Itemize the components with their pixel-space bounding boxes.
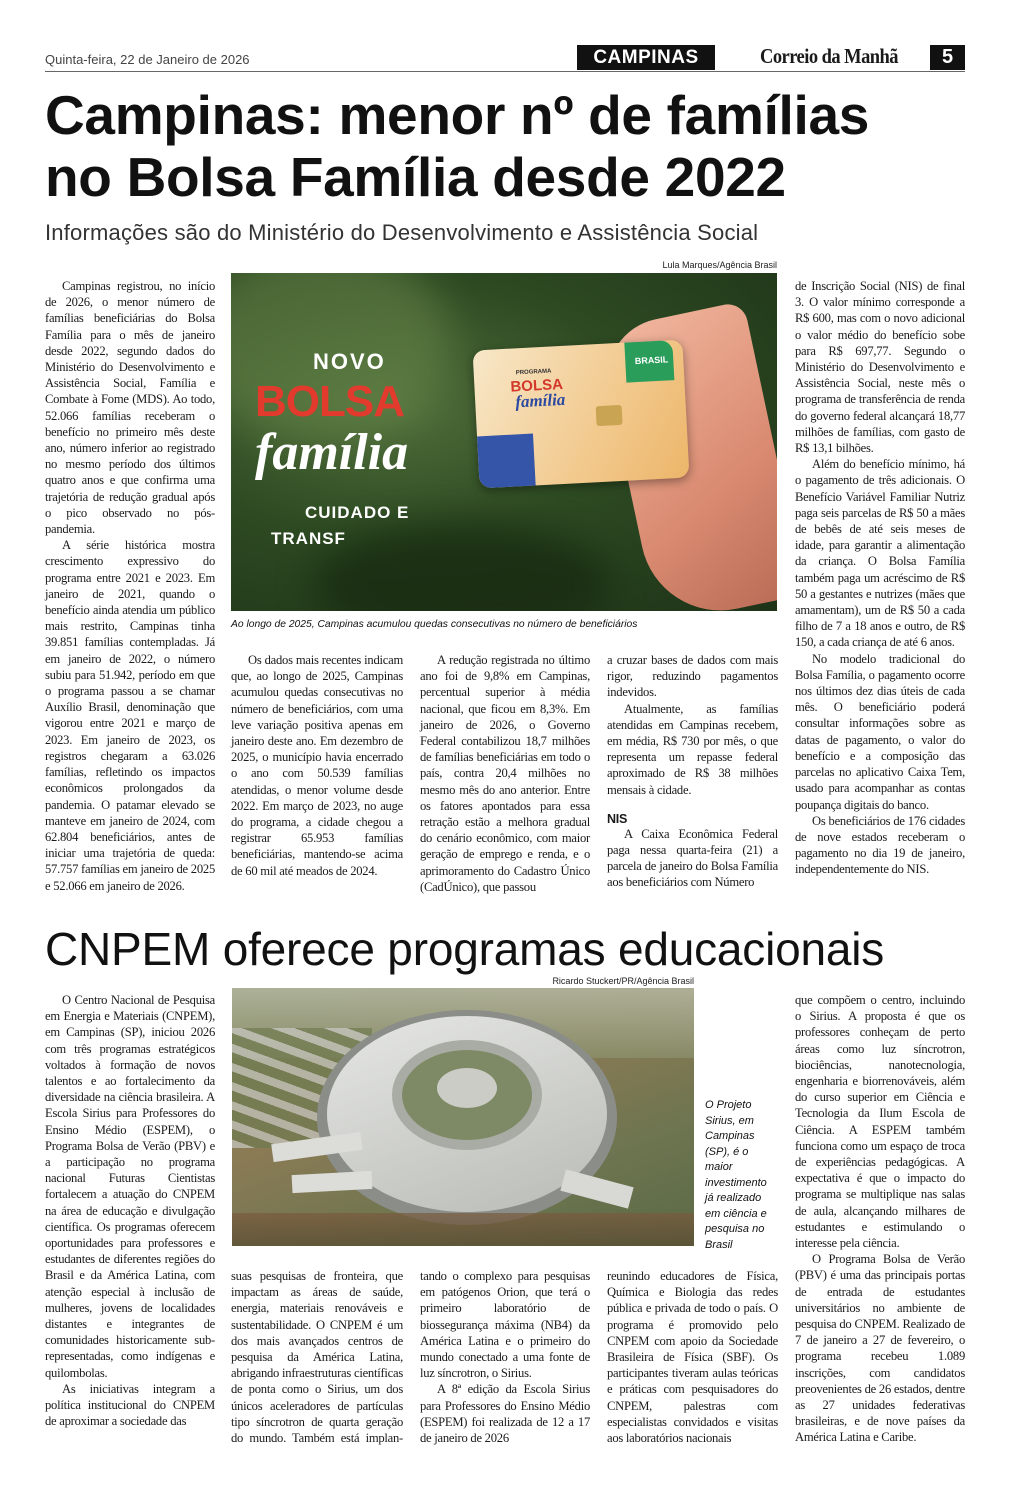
card-brand-text: BRASIL (634, 354, 669, 367)
photo-text: NOVO (313, 349, 386, 374)
article1-column-4 (607, 652, 778, 891)
photo-text: TRANSF (271, 529, 346, 548)
article1-column-1 (45, 278, 215, 894)
page-number: 5 (930, 45, 965, 70)
paragraph: A Caixa Econômica Federal paga nessa quarta-feira (21) a parcela de janeiro do Bolsa Família aos beneficiários com Número (607, 826, 778, 890)
paragraph: O Programa Bolsa de Verão (PBV) é uma das principais portas de entrada de estudantes universitários no ambiente de pesquisa do CNPEM. Realizado de 7 de janeiro a 27 de fevereiro, o programa recebeu 1.089 inscrições, com candidatos preovenientes de 26 estados, dentre as 27 unidades federativas brasileiras, e de nove países da América Latina e Caribe. (795, 1252, 965, 1445)
paragraph: O Centro Nacional de Pesquisa em Energia e Materiais (CNPEM), em Campinas (SP), iniciou 2026 com três programas estratégicos voltados à formação de novos talentos e ao fortalecimento da diversidade na ciência brasileira. A Escola Sirius para Professores do Ensino Médio (ESPEM), o Programa Bolsa de Verão (PBV) e a participação no programa nacional Futuras Cientistas fortalecem a atuação do CNPEM na área de educação e divulgação científica. Os programas oferecem oportunidades para professores e estudantes de diferentes regiões do Brasil e da América Latina, com atenção especial à inclusão de mulheres, jovens de localidades distantes e integrantes de comunidades historicamente sub-representadas, como indígenas e quilombolas. (45, 993, 215, 1380)
article2-column-3 (420, 1268, 590, 1446)
section-label: CAMPINAS (577, 45, 715, 70)
article1-column-5 (795, 278, 965, 878)
article2-column-4 (607, 1268, 778, 1446)
photo-text: BOLSA (255, 377, 404, 426)
subheading-nis: NIS (607, 811, 628, 826)
photo-caption: O Projeto Sirius, em Campinas (SP), é o maior investimento já realizado em ciência e pesquisa no Brasil (705, 1099, 767, 1251)
paragraph: A 8ª edição da Escola Sirius para Professores do Ensino Médio (ESPEM) foi realizada de 12 a 17 de janeiro de 2026 (420, 1382, 590, 1446)
bolsa-familia-card-photo (231, 273, 777, 611)
header-divider (45, 71, 965, 72)
photo-caption: Ao longo de 2025, Campinas acumulou quedas consecutivas no número de beneficiários (231, 619, 638, 630)
article2-column-2 (231, 1268, 403, 1446)
card-familia-text: família (514, 389, 566, 412)
headline-line: Campinas: menor nº de famílias (45, 84, 870, 146)
paragraph: de Inscrição Social (NIS) de final 3. O valor mínimo corresponde a R$ 600, mas com o novo adicional o valor médio do benefício sobe para R$ 697,77. Segundo o Ministério do Desenvolvimento e Assistência Social, neste mês o programa de transferência de renda do governo federal alcançará 18,77 milhões de famílias, com gasto de R$ 13,1 bilhões. (795, 279, 965, 456)
card-chip (596, 405, 623, 426)
paragraph: que compõem o centro, incluindo o Sirius. A proposta é que os professores conheçam de perto áreas como luz síncrotron, biociências, nanotecnologia, engenharia e biorrenováveis, além do curso superior em Ciência e Tecnologia da Ilum Escola de Ciência. A ESPEM também funciona como um espaço de troca de experiências pedagógicas. A expectativa é que o impacto do programa se multiplique nas salas de aula, alcançando milhares de estudantes e estimulando o interesse pela ciência. (795, 993, 965, 1251)
paragraph: Além do benefício mínimo, há o pagamento de três adicionais. O Benefício Variável Familiar Nutriz paga seis parcelas de R$ 50 a mães de bebês de até seis meses de idade, para garantir a alimentação da criança. O Bolsa Família também paga um acréscimo de R$ 50 a gestantes e nutrizes (mães que amamentam), um de R$ 50 a cada filho de 7 a 18 anos e outro, de R$ 150, a cada criança de até 6 anos. (795, 457, 965, 650)
issue-date: Quinta-feira, 22 de Janeiro de 2026 (45, 52, 250, 67)
paragraph: suas pesquisas de fronteira, que impactam as áreas de saúde, energia, materiais renováveis e sustentabilidade. O CNPEM é um dos mais avançados centros de pesquisa da América Latina, abrigando infraestruturas científicas de ponta como o Sirius, um dos únicos aceleradores de partículas tipo síncrotron de quarta geração do mundo. Também está implan- (231, 1269, 403, 1446)
article2-column-1 (45, 992, 215, 1429)
article2-headline: CNPEM oferece programas educacionais (45, 923, 885, 975)
photo-credit: Lula Marques/Agência Brasil (662, 260, 777, 270)
article1-column-3 (420, 652, 590, 895)
paragraph: reunindo educadores de Física, Química e Biologia das redes pública e privada de todo o país. O programa é promovido pelo CNPEM com apoio da Sociedade Brasileira de Física (SBF). Os participantes tiveram aulas teóricas e práticas com pesquisadores do CNPEM, palestras com especialistas convidados e visitas aos laboratórios nacionais (607, 1269, 778, 1446)
card-program-text: PROGRAMA (515, 368, 552, 377)
paragraph: A série histórica mostra crescimento expressivo do programa entre 2021 e 2023. Em janeiro de 2021, quando o benefício ainda atendia um público mais restrito, Campinas tinha 39.851 famílias contempladas. Já em janeiro de 2022, o número subiu para 51.942, período em que o programa passou a se chamar Auxílio Brasil, denominação que vigorou entre 2021 e março de 2023. Em janeiro de 2023, os registros chegaram a 63.026 famílias, refletindo os impactos econômicos prolongados da pandemia. O patamar elevado se manteve em janeiro de 2024, com 62.804 beneficiários, antes de iniciar uma trajetória de queda: 57.757 famílias em janeiro de 2025 e 52.066 em janeiro de 2026. (45, 538, 215, 893)
article1-headline (45, 84, 975, 208)
newspaper-name: Correio da Manhã (760, 44, 899, 68)
card-bolsa-text: BOLSA (510, 375, 564, 396)
paragraph: a cruzar bases de dados com mais rigor, reduzindo pagamentos indevidos. (607, 653, 778, 700)
article1-column-2 (231, 652, 403, 879)
paragraph: Os beneficiários de 176 cidades de nove estados receberam o pagamento no dia 19 de janeiro, independentemente do NIS. (795, 813, 965, 877)
photo-text: CUIDADO E (305, 503, 410, 522)
headline-line: no Bolsa Família desde 2022 (45, 146, 786, 208)
paragraph: Campinas registrou, no início de 2026, o menor número de famílias beneficiárias do Bolsa Família para o mês de janeiro desde 2022, segundo dados do Ministério do Desenvolvimento e Assistência Social, Família e Combate à Fome (MDS). Ao todo, 52.066 famílias receberam o benefício no primeiro mês deste ano, número inferior ao registrado no mesmo período dos últimos quatro anos e que confirma uma trajetória de redução gradual após o pico observado no pós-pandemia. (45, 279, 215, 537)
paragraph: tando o complexo para pesquisas em patógenos Orion, que terá o primeiro laboratório de biossegurança máxima (NB4) da América Latina e o primeiro do mundo conectado a uma fonte de luz síncrotron, o Sirius. (420, 1269, 590, 1381)
paragraph: A redução registrada no último ano foi de 9,8% em Campinas, percentual superior à média nacional, que ficou em 8,3%. Em janeiro de 2026, o Governo Federal contabilizou 18,7 milhões de famílias beneficiárias em todo o país, contra 20,4 milhões no mesmo mês do ano anterior. Entre os fatores apontados para essa retração estão a melhora gradual do cenário econômico, com maior geração de emprego e renda, e o aprimoramento do Cadastro Único (CadÚnico), que passou (420, 653, 590, 894)
sirius-aerial-photo (232, 988, 694, 1246)
article1-subtitle: Informações são do Ministério do Desenvolvimento e Assistência Social (45, 220, 759, 245)
photo-credit: Ricardo Stuckert/PR/Agência Brasil (552, 976, 694, 986)
paragraph: As iniciativas integram a política institucional do CNPEM de aproximar a sociedade das (45, 1381, 215, 1429)
bolsa-familia-card (473, 340, 690, 489)
paragraph: Os dados mais recentes indicam que, ao longo de 2025, Campinas acumulou quedas consecutivas no número de beneficiários, com uma leve variação positiva apenas em janeiro deste ano. Em dezembro de 2025, o município havia encerrado o ano com 50.539 famílias atendidas, o menor volume desde 2022. Em março de 2023, no auge do programa, a cidade chegou a registrar 65.953 famílias beneficiárias, mantendo-se acima de 60 mil até meados de 2024. (231, 653, 403, 878)
paragraph: No modelo tradicional do Bolsa Família, o pagamento ocorre nos últimos dez dias úteis de cada mês. O beneficiário poderá consultar informações sobre as datas de pagamento, o valor do benefício e a composição das parcelas no aplicativo Caixa Tem, usado para acompanhar as contas poupança digitais do banco. (795, 651, 965, 812)
article2-column-5 (795, 992, 965, 1446)
photo-text: família (255, 424, 409, 481)
paragraph: Atualmente, as famílias atendidas em Campinas recebem, em média, R$ 730 por mês, o que representa um repasse federal aproximado de R$ 38 milhões mensais à cidade. (607, 701, 778, 797)
